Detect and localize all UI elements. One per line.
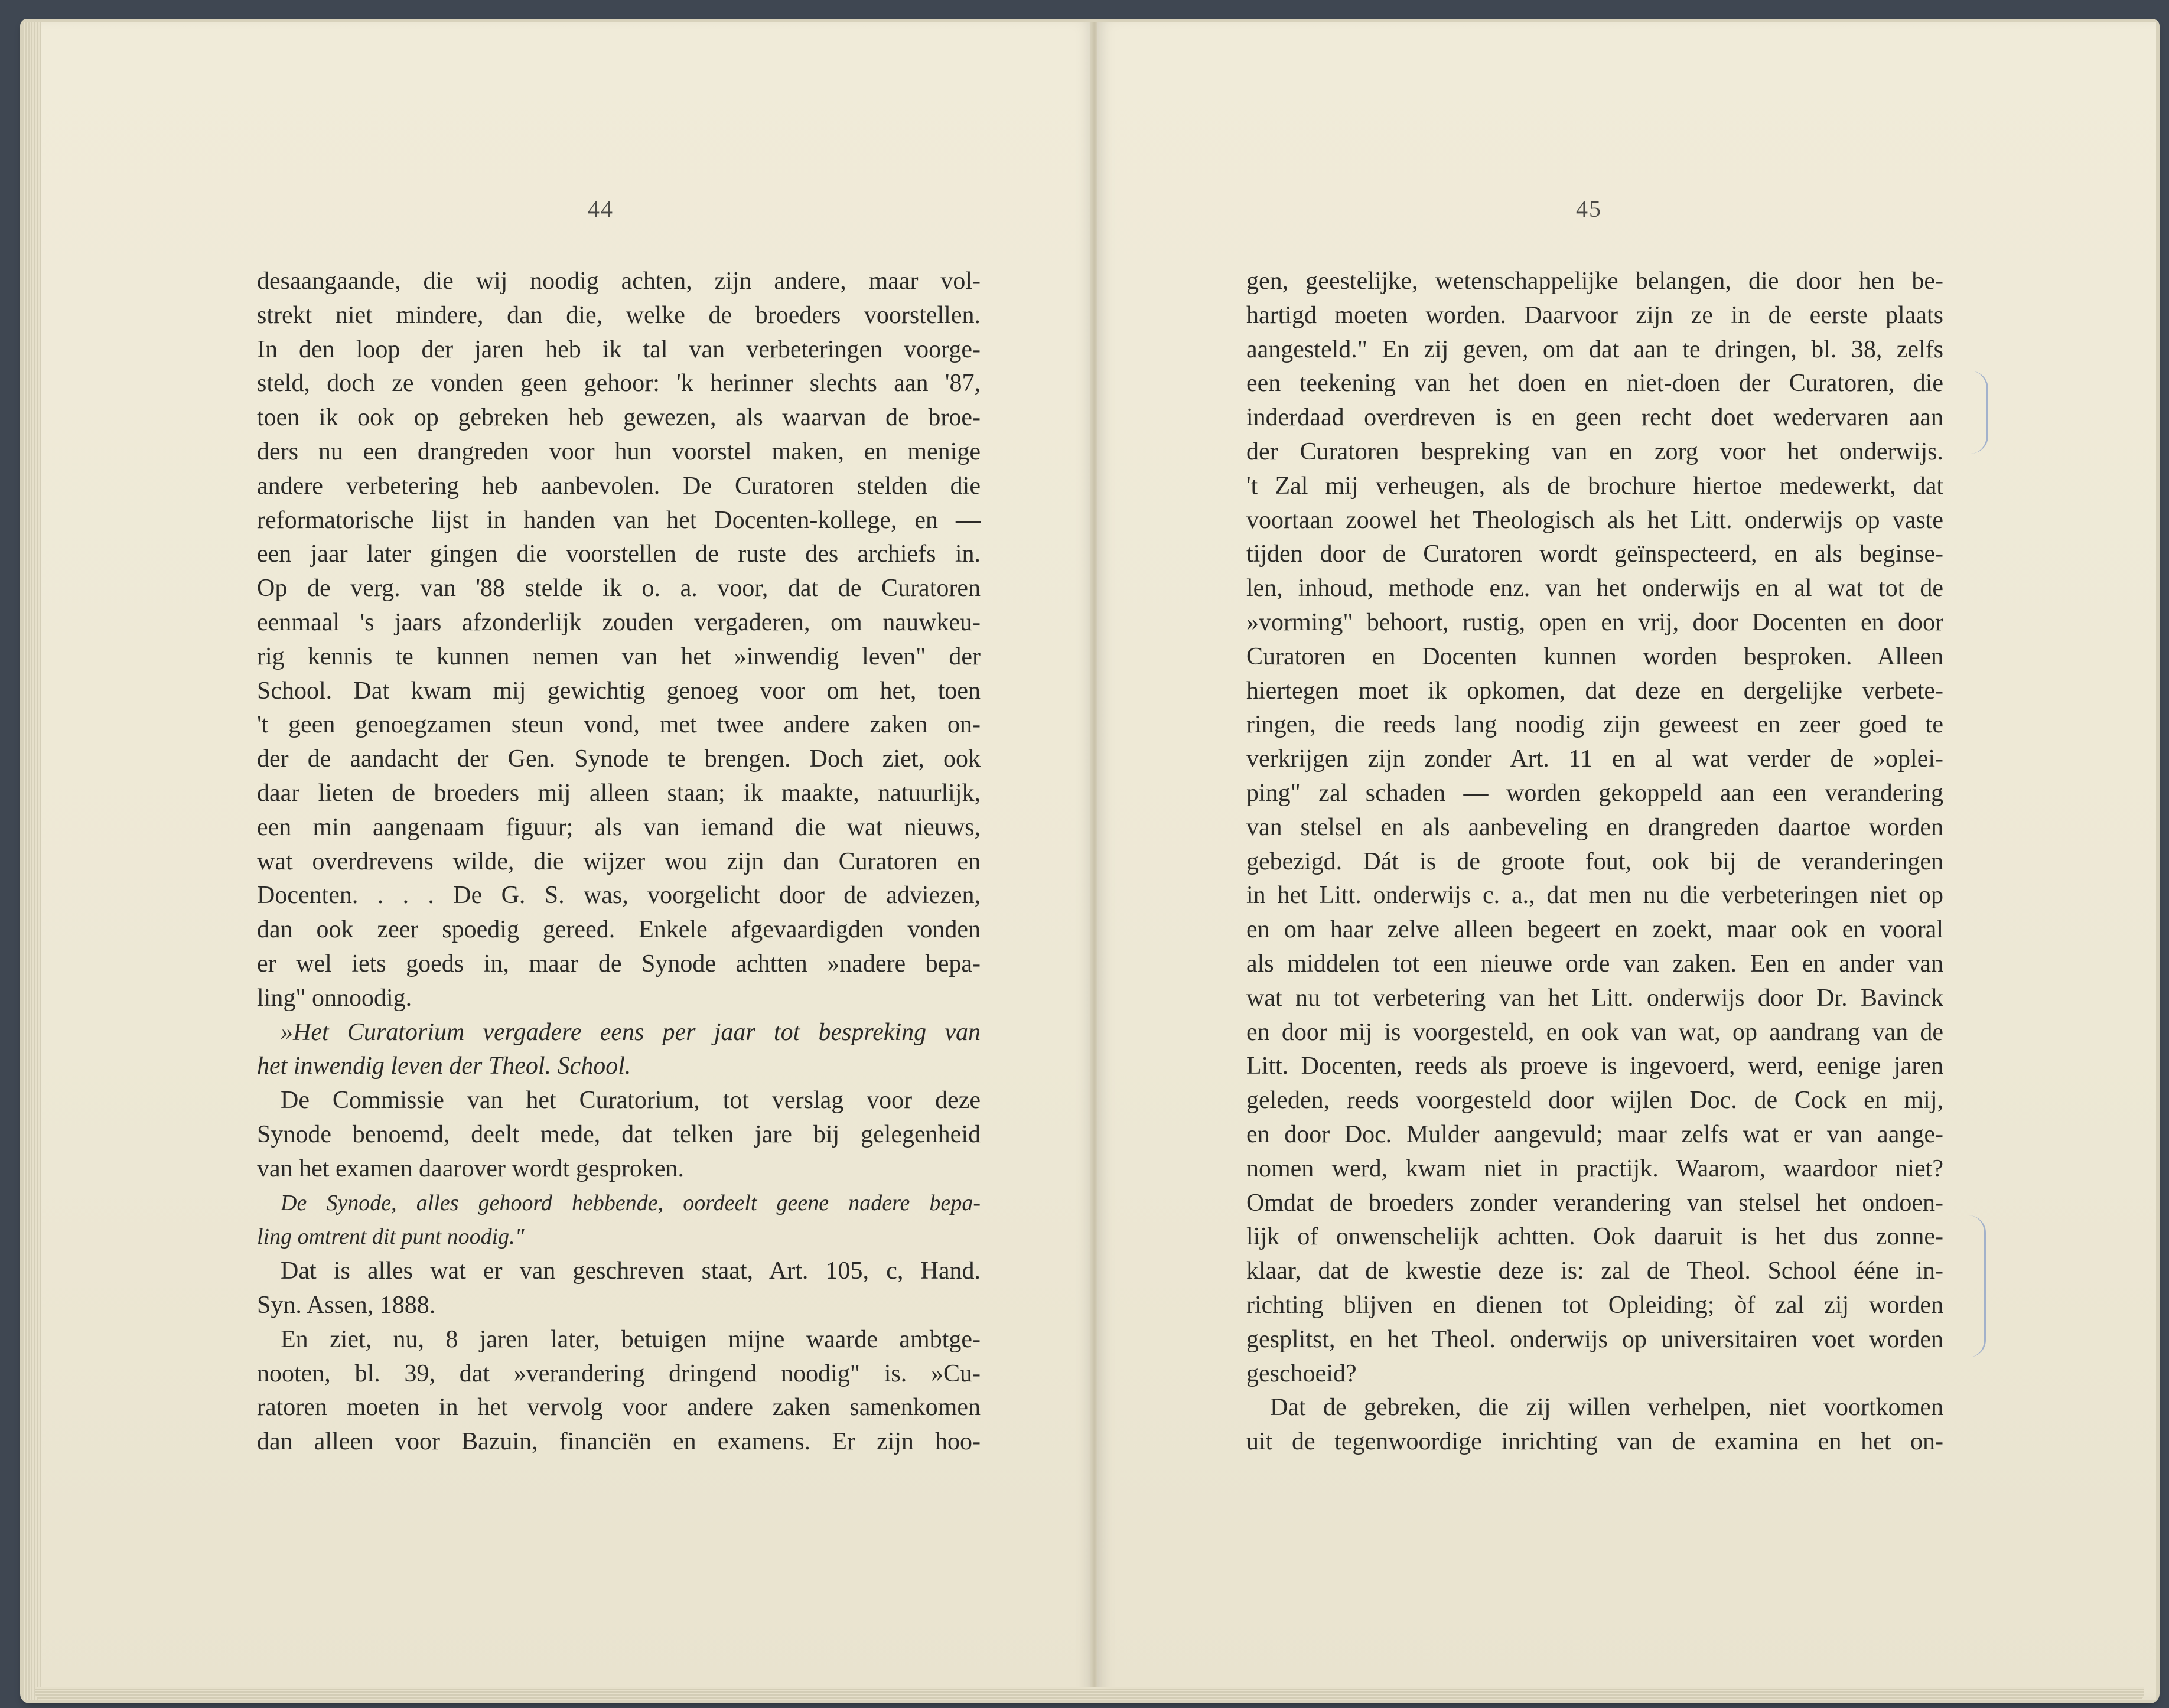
text-line: tijden door de Curatoren wordt geïnspecteerd, en als beginse-: [1246, 540, 1943, 568]
text-line: gesplitst, en het Theol. onderwijs op universitairen voet worden: [1246, 1325, 1943, 1353]
text-line: richting blijven en dienen tot Opleiding; òf zal zij worden: [1246, 1291, 1943, 1319]
text-line: dan alleen voor Bazuin, financiën en examens. Er zijn hoo-: [257, 1428, 981, 1456]
text-line: een jaar later gingen die voorstellen de ruste des archiefs in.: [257, 540, 981, 568]
right-page: [1097, 22, 2156, 1700]
text-line: eenmaal 's jaars afzonderlijk zouden vergaderen, om nauwkeu-: [257, 608, 981, 636]
right-page-text: [1246, 265, 1943, 1459]
text-line: »vorming" behoort, rustig, open en vrij, door Docenten en door: [1246, 608, 1943, 636]
quote-line: het inwendig leven der Theol. School.: [257, 1052, 631, 1080]
text-line: van het examen daarover wordt gesproken.: [257, 1155, 685, 1182]
text-line: lijk of onwenschelijk achtten. Ook daaruit is het dus zonne-: [1246, 1223, 1943, 1251]
page-edge-stack: [24, 22, 41, 1700]
text-line: Litt. Docenten, reeds als proeve is ingevoerd, werd, eenige jaren: [1246, 1052, 1943, 1080]
text-line: geleden, reeds voorgesteld door wijlen Doc. de Cock en mij,: [1246, 1087, 1943, 1114]
page-number: 45: [1576, 195, 1602, 222]
quote-line: »Het Curatorium vergadere eens per jaar tot bespreking van: [281, 1018, 981, 1046]
text-line: uit de tegenwoordige inrichting van de examina en het on-: [1246, 1428, 1943, 1456]
text-line: een min aangenaam figuur; als van iemand die wat nieuws,: [257, 813, 981, 841]
text-line: der Curatoren bespreking van en zorg voor het onderwijs.: [1246, 438, 1943, 465]
text-line: nooten, bl. 39, dat »verandering dringend noodig" is. »Cu-: [257, 1360, 981, 1387]
text-line: En ziet, nu, 8 jaren later, betuigen mijne waarde ambtge-: [281, 1325, 981, 1353]
pencil-margin-mark: [1969, 371, 1988, 454]
text-line: Omdat de broeders zonder verandering van stelsel het ondoen-: [1246, 1189, 1943, 1217]
text-line: Docenten. . . . De G. S. was, voorgelicht door de adviezen,: [257, 882, 981, 910]
text-line: Syn. Assen, 1888.: [257, 1291, 436, 1319]
text-line: Synode benoemd, deelt mede, dat telken jare bij gelegenheid: [257, 1120, 981, 1148]
left-page-text: [257, 265, 981, 1459]
text-line: andere verbetering heb aanbevolen. De Curatoren stelden die: [257, 472, 981, 500]
text-line: steld, doch ze vonden geen gehoor: 'k herinner slechts aan '87,: [257, 370, 981, 397]
text-line: ratoren moeten in het vervolg voor andere zaken samenkomen: [257, 1394, 981, 1422]
text-line: Op de verg. van '88 stelde ik o. a. voor, dat de Curatoren: [257, 575, 981, 602]
text-line: rig kennis te kunnen nemen van het »inwendig leven" der: [257, 643, 981, 670]
text-line: 't geen genoegzamen steun vond, met twee andere zaken on-: [257, 711, 981, 739]
page-number: 44: [588, 195, 614, 222]
text-line: gen, geestelijke, wetenschappelijke belangen, die door hen be-: [1246, 268, 1943, 295]
text-line: verkrijgen zijn zonder Art. 11 en al wat verder de »oplei-: [1246, 745, 1943, 773]
text-line: ders nu een drangreden voor hun voorstel maken, en menige: [257, 438, 981, 465]
text-line: aangesteld." En zij geven, om dat aan te dringen, bl. 38, zelfs: [1246, 335, 1943, 363]
text-line: van stelsel en als aanbeveling en drangreden daartoe worden: [1246, 813, 1943, 841]
text-line: ling" onnoodig.: [257, 984, 412, 1012]
open-book: [24, 22, 2156, 1700]
text-line: er wel iets goeds in, maar de Synode achtten »nadere bepa-: [257, 950, 981, 977]
quote-line: De Synode, alles gehoord hebbende, oordeelt geene nadere bepa-: [281, 1190, 981, 1215]
page-edge-bottom: [35, 1687, 2144, 1700]
text-line: reformatorische lijst in handen van het Docenten-kollege, en —: [257, 506, 981, 534]
text-line: hartigd moeten worden. Daarvoor zijn ze in de eerste plaats: [1246, 301, 1943, 329]
text-line: strekt niet mindere, dan die, welke de broeders voorstellen.: [257, 301, 981, 329]
text-line: toen ik ook op gebreken heb gewezen, als waarvan de broe-: [257, 404, 981, 432]
text-line: hiertegen moet ik opkomen, dat deze en dergelijke verbete-: [1246, 677, 1943, 705]
text-line: Curatoren en Docenten kunnen worden besproken. Alleen: [1246, 643, 1943, 670]
text-line: een teekening van het doen en niet-doen der Curatoren, die: [1246, 370, 1943, 397]
text-line: wat nu tot verbetering van het Litt. onderwijs door Dr. Bavinck: [1246, 984, 1943, 1012]
quote-line: ling omtrent dit punt noodig.": [257, 1224, 525, 1250]
text-line: ping" zal schaden — worden gekoppeld aan een verandering: [1246, 779, 1943, 807]
text-line: De Commissie van het Curatorium, tot verslag voor deze: [281, 1087, 981, 1114]
text-line: wat overdrevens wilde, die wijzer wou zijn dan Curatoren en: [257, 848, 981, 875]
text-line: en door mij is voorgesteld, en ook van wat, op aandrang van de: [1246, 1018, 1943, 1046]
text-line: en om haar zelve alleen begeert en zoekt, maar ook en vooral: [1246, 916, 1943, 944]
text-line: ringen, die reeds lang noodig zijn geweest en zeer goed te: [1246, 711, 1943, 739]
text-line: Dat de gebreken, die zij willen verhelpen, niet voortkomen: [1270, 1394, 1943, 1422]
text-line: inderdaad overdreven is en geen recht doet wedervaren aan: [1246, 404, 1943, 432]
text-line: klaar, dat de kwestie deze is: zal de Theol. School ééne in-: [1246, 1257, 1943, 1285]
text-line: in het Litt. onderwijs c. a., dat men nu die verbeteringen niet op: [1246, 882, 1943, 910]
text-line: Dat is alles wat er van geschreven staat, Art. 105, c, Hand.: [281, 1257, 981, 1285]
text-line: 't Zal mij verheugen, als de brochure hiertoe medewerkt, dat: [1246, 472, 1943, 500]
text-line: en door Doc. Mulder aangevuld; maar zelfs wat er van aange-: [1246, 1120, 1943, 1148]
text-line: desaangaande, die wij noodig achten, zijn andere, maar vol-: [257, 268, 981, 295]
text-line: In den loop der jaren heb ik tal van verbeteringen voorge-: [257, 335, 981, 363]
pencil-margin-mark: [1969, 1215, 1986, 1357]
text-line: dan ook zeer spoedig gereed. Enkele afgevaardigden vonden: [257, 916, 981, 944]
text-line: len, inhoud, methode enz. van het onderwijs en al wat tot de: [1246, 575, 1943, 602]
text-line: gebezigd. Dát is de groote fout, ook bij de veranderingen: [1246, 848, 1943, 875]
text-line: School. Dat kwam mij gewichtig genoeg voor om het, toen: [257, 677, 981, 705]
text-line: geschoeid?: [1246, 1360, 1357, 1387]
left-page: [24, 22, 1093, 1700]
text-line: der de aandacht der Gen. Synode te brengen. Doch ziet, ook: [257, 745, 981, 773]
text-line: daar lieten de broeders mij alleen staan; ik maakte, natuurlijk,: [257, 779, 981, 807]
text-line: nomen werd, kwam niet in practijk. Waarom, waardoor niet?: [1246, 1155, 1943, 1182]
text-line: als middelen tot een nieuwe orde van zaken. Een en ander van: [1246, 950, 1943, 977]
text-line: voortaan zoowel het Theologisch als het Litt. onderwijs op vaste: [1246, 506, 1943, 534]
